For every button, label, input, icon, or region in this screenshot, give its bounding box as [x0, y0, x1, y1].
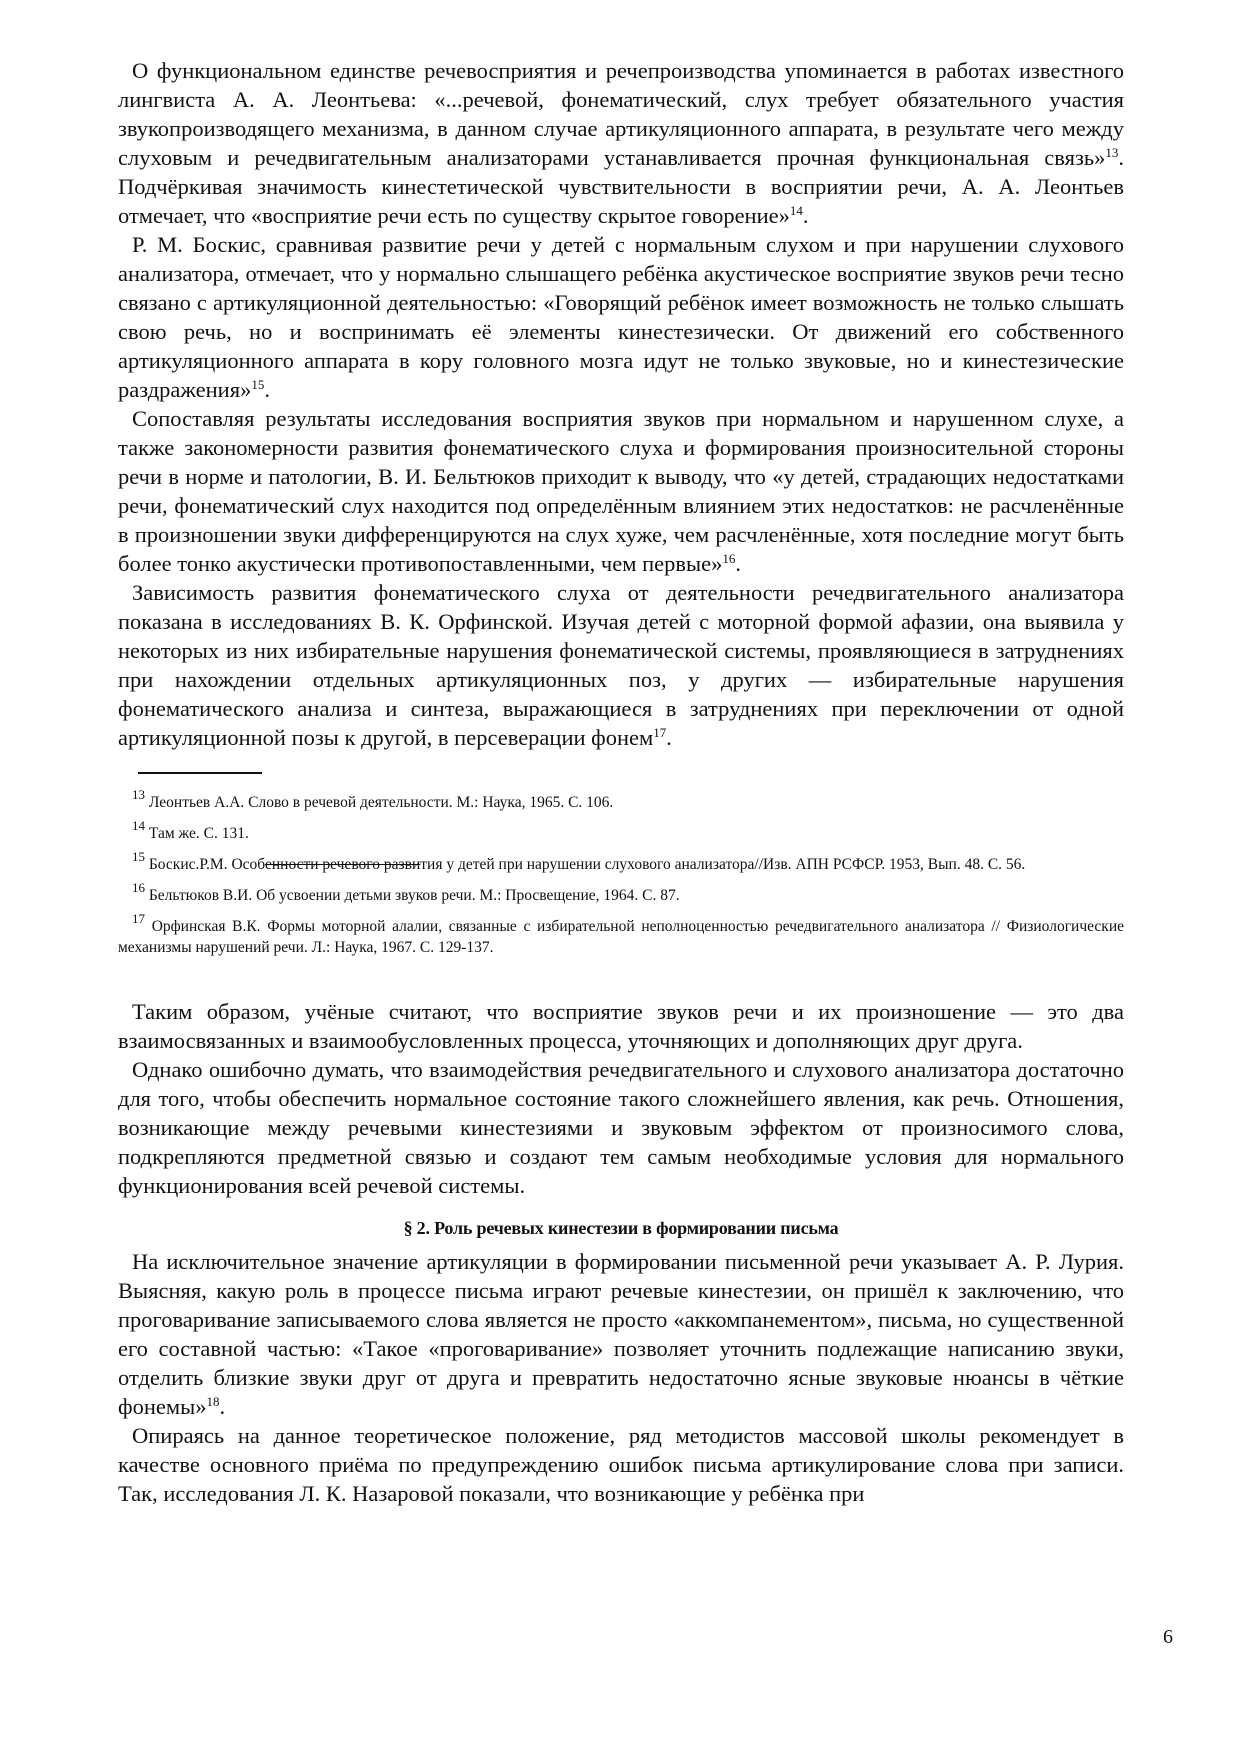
- footnote-ref-16[interactable]: 16: [722, 551, 736, 566]
- footnote-14: $^{14}$ Там же. С. 131.: [132, 818, 249, 842]
- paragraph-leontiev: О функциональном единстве речевосприятия и речепроизводства упоминается в работах известного лингвиста А. А. Леонтьева: «...речевой, фонематический, слух требует обязательного участия звукопроизводящего механизма, в данном случае артикуляционного аппарата, в результате чего между слуховым и речедвигательным анализаторами устанавливается прочная функциональная связь»$^{13}$. Подчёркивая значимость кинестетической чувствительности в восприятии речи, А. А. Леонтьев отмечает, что «восприятие речи есть по существу скрытое говорение»$^{14}$.: [118, 58, 1124, 228]
- paragraph-boskis: Р. М. Боскис, сравнивая развитие речи у детей с нормальным слухом и при нарушении слухового анализатора, отмечает, что у нормально слышащего ребёнка акустическое восприятие звуков речи тесно связано с артикуляционной деятельностью: «Говорящий ребёнок имеет возможность не только слышать свою речь, но и воспринимать её элементы кинестезически. От движений его собственного артикуляционного аппарата в кору головного мозга идут не только звуковые, но и кинестезические раздражения»$^{15}$.: [118, 232, 1124, 402]
- paragraph-luria: На исключительное значение артикуляции в формировании письменной речи указывает А. Р. Лурия. Выясняя, какую роль в процессе письма играют речевые кинестезии, он пришёл к заключению, что проговаривание записываемого слова является не просто «аккомпанементом», письма, но существенной его составной частью: «Такое «проговаривание» позволяет уточнить подлежащие написанию звуки, отделить близкие звуки друг от друга и превратить недостаточно ясные звуковые нюансы в чёткие фонемы»$^{18}$.: [118, 1249, 1124, 1419]
- footnote-13: $^{13}$ Леонтьев А.А. Слово в речевой деятельности. М.: Наука, 1965. С. 106.: [132, 787, 614, 811]
- paragraph-however: Однако ошибочно думать, что взаимодействия речедвигательного и слухового анализатора достаточно для того, чтобы обеспечить нормальное состояние такого сложнейшего явления, как речь. Отношения, возникающие между речевыми кинестезиями и звуковым эффектом от произносимого слова, подкрепляются предметной связью и создают тем самым необходимые условия для нормального функционирования всей речевой системы.: [118, 1057, 1124, 1198]
- footnote-16: $^{16}$ Бельтюков В.И. Об усвоении детьми звуков речи. М.: Просвещение, 1964. С. 87.: [132, 880, 680, 904]
- footnote-ref-17[interactable]: 17: [653, 725, 667, 740]
- paragraph-methodists: Опираясь на данное теоретическое положение, ряд методистов массовой школы рекомендует в качестве основного приёма по предупреждению ошибок письма артикулирование слова при записи. Так, исследования Л. К. Назаровой показали, что возникающие у ребёнка при: [118, 1423, 1124, 1506]
- footnote-ref-15[interactable]: 15: [251, 377, 265, 392]
- footnote-ref-13[interactable]: 13: [1105, 145, 1119, 160]
- footnote-separator: [138, 772, 262, 774]
- footnote-ref-14[interactable]: 14: [789, 203, 803, 218]
- footnote-15: $^{15}$ Боскис.Р.М. Особенности речевого развития у детей при нарушении слухового анализатора//Изв. АПН РСФСР. 1953, Вып. 48. С. 56.: [132, 849, 1026, 873]
- footnote-ref-18[interactable]: 18: [206, 1394, 220, 1409]
- section-heading: § 2. Роль речевых кинестезии в формировании письма: [403, 1218, 839, 1238]
- document-page: [118, 56, 1124, 1508]
- footnote-17: $^{17}$ Орфинская В.К. Формы моторной алалии, связанные с избирательной неполноценностью речедвигательного анализатора // Физиологические механизмы нарушений речи. Л.: Наука, 1967. С. 129-137.: [118, 911, 1124, 956]
- paragraph-conclusion: Таким образом, учёные считают, что восприятие звуков речи и их произношение — это два взаимосвязанных и взаимообусловленных процесса, уточняющих и дополняющих друг друга.: [118, 999, 1124, 1053]
- paragraph-beltyukov: Сопоставляя результаты исследования восприятия звуков при нормальном и нарушенном слухе, а также закономерности развития фонематического слуха и формирования произносительной стороны речи в норме и патологии, В. И. Бельтюков приходит к выводу, что «у детей, страдающих недостатками речи, фонематический слух находится под определённым влиянием этих недостатков: не расчленённые в произношении звуки дифференцируются на слух хуже, чем расчленённые, хотя последние могут быть более тонко акустически противопоставленными, чем первые»$^{16}$.: [118, 406, 1124, 576]
- paragraph-orfinskaya: Зависимость развития фонематического слуха от деятельности речедвигательного анализатора показана в исследованиях В. К. Орфинской. Изучая детей с моторной формой афазии, она выявила у некоторых из них избирательные нарушения фонематической системы, проявляющиеся в затруднениях при нахождении отдельных артикуляционных поз, у других — избирательные нарушения фонематического анализа и синтеза, выражающиеся в затруднениях при переключении от одной артикуляционной позы к другой, в персеверации фонем$^{17}$.: [118, 580, 1124, 750]
- footnotes: [118, 787, 1124, 958]
- page-number: 6: [1163, 1626, 1173, 1648]
